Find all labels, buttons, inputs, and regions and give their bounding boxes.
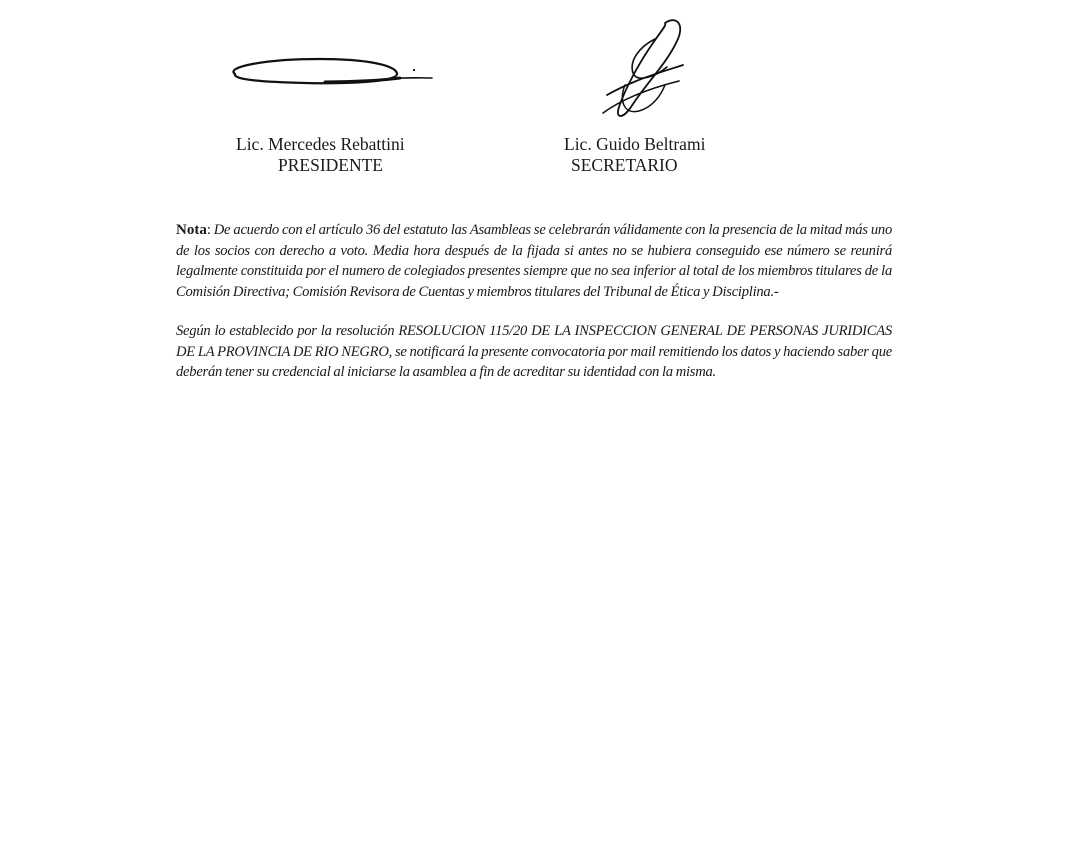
- signature-secretary: [595, 15, 695, 125]
- signer-role: SECRETARIO: [571, 155, 678, 175]
- note-paragraph: [176, 220, 892, 302]
- signer-role: PRESIDENTE: [278, 155, 383, 175]
- signer-name: Lic. Guido Beltrami: [564, 134, 706, 154]
- note-text: De acuerdo con el artículo 36 del estatuto las Asambleas se celebrarán válidamente con la presencia de la mitad más uno de los socios con derecho a voto. Media hora después de la fijada si antes no se hubiera conseguido ese número se reunirá legalmente constituida por el numero de colegiados presentes siempre que no sea inferior al total de los miembros titulares de la Comisión Directiva; Comisión Revisora de Cuentas y miembros titulares del Tribunal de Ética y Disciplina.-: [176, 222, 892, 300]
- signer-president: [236, 134, 405, 176]
- signature-president: [225, 52, 440, 92]
- signature-secretary-drawing: [595, 15, 695, 125]
- resolution-paragraph: [176, 321, 892, 383]
- signature-president-drawing: [225, 52, 440, 92]
- note-separator: :: [206, 222, 211, 238]
- signer-secretary: [564, 134, 705, 176]
- note-label: Nota: [176, 222, 207, 238]
- signer-name: Lic. Mercedes Rebattini: [236, 134, 405, 154]
- resolution-text: Según lo establecido por la resolución RESOLUCION 115/20 DE LA INSPECCION GENERAL DE PERSONAS JURIDICAS DE LA PROVINCIA DE RIO NEGRO, se notificará la presente convocatoria por mail remitiendo los datos y haciendo saber que deberán tener su credencial al iniciarse la asamblea a fin de acreditar su identidad con la misma.: [176, 323, 892, 380]
